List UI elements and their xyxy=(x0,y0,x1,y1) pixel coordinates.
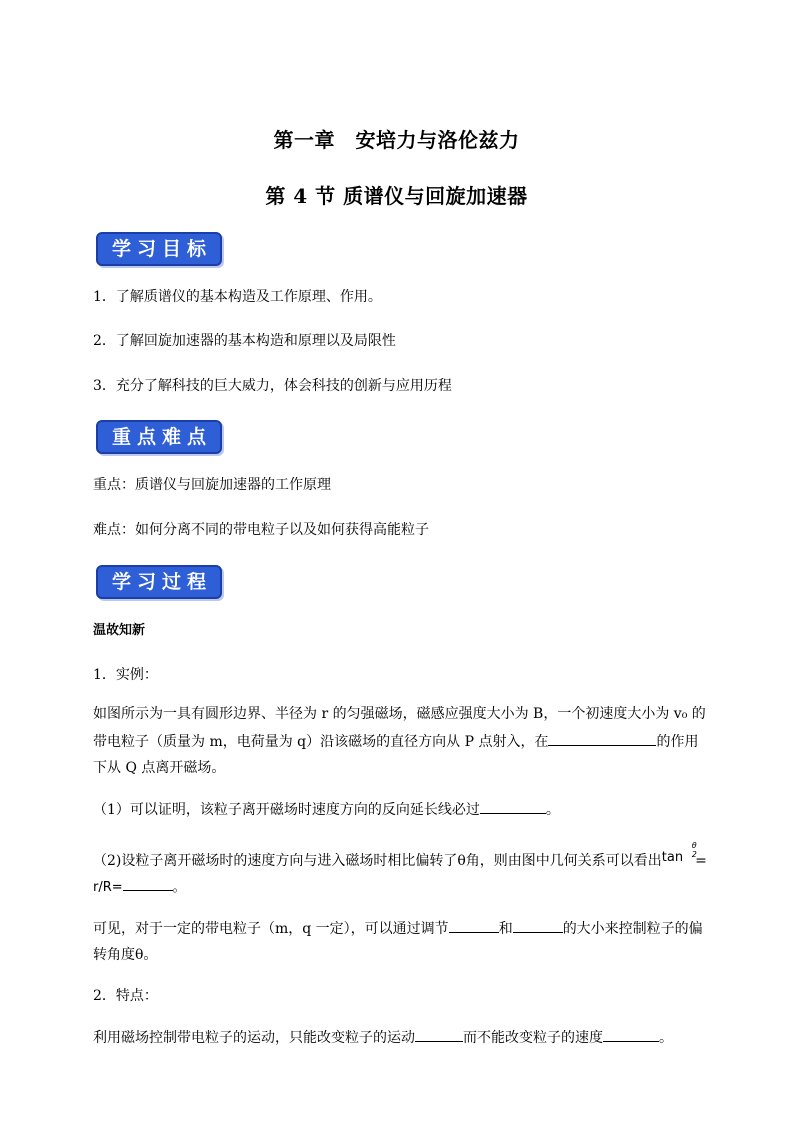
review-heading: 温故知新 xyxy=(93,623,146,638)
key-point: 重点：质谱仪与回旋加速器的工作原理 xyxy=(93,477,331,493)
fraction-numerator: θ xyxy=(691,841,697,850)
difficult-point: 难点：如何分离不同的带电粒子以及如何获得高能粒子 xyxy=(93,522,429,538)
goal-item-2: 2．了解回旋加速器的基本构造和原理以及局限性 xyxy=(93,333,396,349)
example-line-3: 下从 Q 点离开磁场。 xyxy=(93,760,226,776)
tan-label: tan xyxy=(661,850,684,865)
blank-adjust-2 xyxy=(513,918,563,933)
blank-direction xyxy=(415,1027,463,1042)
fraction-denominator: 2 xyxy=(691,850,697,859)
key-points-badge: 重点难点 xyxy=(96,420,222,454)
tan-half-theta-formula xyxy=(661,841,697,868)
example-line-2-text: 带电粒子（质量为 m，电荷量为 q）沿该磁场的直径方向从 P 点射入，在 xyxy=(93,734,549,750)
feature-text-a: 利用磁场控制带电粒子的运动，只能改变粒子的运动 xyxy=(93,1030,415,1046)
question-1 xyxy=(93,799,560,820)
learning-process-badge: 学习过程 xyxy=(96,565,222,599)
feature-text-b: 而不能改变粒子的速度 xyxy=(463,1030,603,1046)
conclusion-line-2: 转角度θ。 xyxy=(93,947,158,963)
conclusion-text-a: 可见，对于一定的带电粒子（m，q 一定），可以通过调节 xyxy=(93,921,449,937)
question-2 xyxy=(93,841,707,871)
chapter-title: 第一章 安培力与洛伦兹力 xyxy=(273,128,520,152)
ratio-label: r/R= xyxy=(93,880,123,895)
question-1-text: （1）可以证明，该粒子离开磁场时速度方向的反向延长线必过 xyxy=(93,802,480,818)
equals-sign: = xyxy=(695,853,707,869)
example-line-2 xyxy=(93,731,698,752)
conclusion-text-c: 的大小来控制粒子的偏 xyxy=(562,921,703,937)
section-title: 第 4 节 质谱仪与回旋加速器 xyxy=(265,184,528,208)
example-label: 1．实例： xyxy=(93,667,158,683)
example-line-2-end: 的作用 xyxy=(656,734,699,750)
learning-goals-badge: 学习目标 xyxy=(96,232,222,266)
goal-item-3: 3．充分了解科技的巨大威力，体会科技的创新与应用历程 xyxy=(93,378,452,394)
conclusion-line-1 xyxy=(93,918,703,939)
blank-ratio xyxy=(123,876,173,891)
question-2-text: （2)设粒子离开磁场时的速度方向与进入磁场时相比偏转了θ角，则由图中几何关系可以看出 xyxy=(93,853,662,869)
feature-line xyxy=(93,1027,673,1048)
blank-adjust-1 xyxy=(449,918,499,933)
question-1-end: 。 xyxy=(545,802,560,818)
ratio-end: 。 xyxy=(172,880,186,895)
question-2-line-2 xyxy=(93,876,186,898)
goal-item-1: 1．了解质谱仪的基本构造及工作原理、作用。 xyxy=(93,289,382,305)
blank-force xyxy=(548,731,656,746)
example-line-1: 如图所示为一具有圆形边界、半径为 r 的匀强磁场，磁感应强度大小为 B，一个初速度大小为 v₀ 的 xyxy=(93,706,706,722)
conclusion-text-b: 和 xyxy=(498,921,513,937)
feature-text-c: 。 xyxy=(659,1030,673,1046)
blank-speed xyxy=(603,1027,659,1042)
feature-label: 2．特点： xyxy=(93,988,158,1004)
blank-point xyxy=(480,799,546,814)
